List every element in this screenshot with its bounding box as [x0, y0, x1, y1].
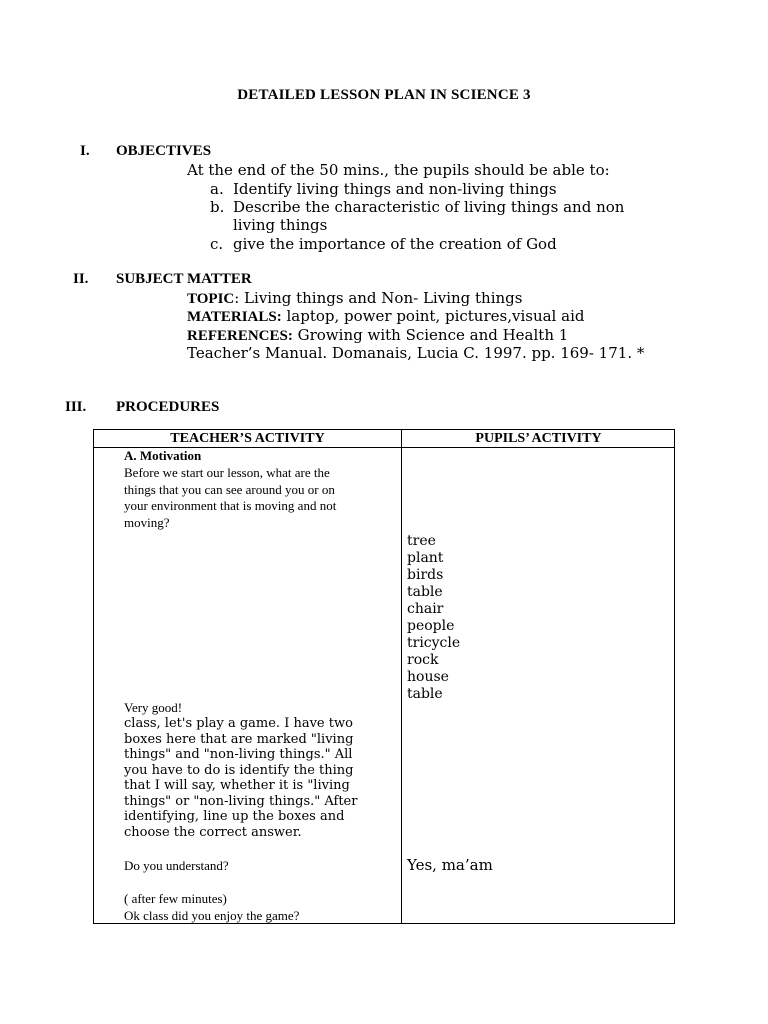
section-number-objectives: I.: [80, 143, 90, 159]
pupil-answer: chair: [407, 601, 444, 617]
pupil-answer: people: [407, 618, 455, 634]
objective-item-b-cont: living things: [233, 216, 328, 234]
game-instruction-line: things" and "non-living things." All: [124, 747, 353, 762]
pupil-understand-answer: Yes, ma’am: [407, 856, 493, 874]
teacher-question-line: your environment that is moving and not: [124, 498, 337, 513]
teacher-question-line: things that you can see around you or on: [124, 482, 335, 497]
objective-marker-b: b.: [210, 198, 225, 216]
objective-marker-c: c.: [210, 235, 224, 253]
objective-item-a: Identify living things and non-living things: [233, 180, 557, 198]
materials-line: [187, 307, 584, 326]
section-number-procedures: III.: [65, 399, 87, 415]
pupil-answer: table: [407, 686, 443, 702]
pupil-answer: tree: [407, 533, 436, 549]
column-header-teacher: TEACHER’S ACTIVITY: [170, 431, 325, 446]
column-header-pupils: PUPILS’ ACTIVITY: [475, 431, 602, 446]
materials-value: laptop, power point, pictures,visual aid: [281, 307, 585, 325]
section-heading-procedures: PROCEDURES: [116, 399, 220, 415]
objective-marker-a: a.: [210, 180, 224, 198]
section-heading-objectives: OBJECTIVES: [116, 143, 212, 159]
topic-value: : Living things and Non- Living things: [234, 289, 523, 307]
teacher-praise: Very good!: [124, 700, 183, 715]
table-column-divider: [401, 430, 402, 923]
teacher-question-line: Before we start our lesson, what are the: [124, 465, 330, 480]
game-instruction-line: identifying, line up the boxes and: [124, 809, 345, 824]
objective-item-b: Describe the characteristic of living things and non: [233, 198, 625, 216]
teacher-after-minutes: ( after few minutes): [124, 891, 227, 906]
section-number-subject-matter: II.: [73, 271, 89, 287]
pupil-answer: rock: [407, 652, 439, 668]
document-title: DETAILED LESSON PLAN IN SCIENCE 3: [237, 87, 531, 103]
pupil-answer: table: [407, 584, 443, 600]
pupil-answer: plant: [407, 550, 444, 566]
references-value: Growing with Science and Health 1: [292, 326, 569, 344]
references-continuation: Teacher’s Manual. Domanais, Lucia C. 1997. pp. 169- 171. *: [187, 344, 645, 362]
references-line: [187, 326, 568, 345]
section-heading-subject-matter: SUBJECT MATTER: [116, 271, 252, 287]
topic-line: [187, 289, 522, 308]
game-instruction-line: that I will say, whether it is "living: [124, 778, 350, 793]
game-instruction-line: class, let's play a game. I have two: [124, 716, 353, 731]
pupil-answer: birds: [407, 567, 444, 583]
materials-label: MATERIALS:: [187, 309, 282, 325]
pupil-answer: house: [407, 669, 449, 685]
objective-item-c: give the importance of the creation of God: [233, 235, 557, 253]
game-instruction-line: choose the correct answer.: [124, 825, 302, 840]
teacher-question-line: moving?: [124, 515, 170, 530]
teacher-enjoy-question: Ok class did you enjoy the game?: [124, 908, 300, 923]
procedures-table: [93, 429, 675, 924]
game-instruction-line: things" or "non-living things." After: [124, 794, 358, 809]
pupil-answer: tricycle: [407, 635, 461, 651]
topic-label: TOPIC: [187, 291, 235, 307]
game-instruction-line: boxes here that are marked "living: [124, 732, 354, 747]
game-instruction-line: you have to do is identify the thing: [124, 763, 354, 778]
teacher-understand-question: Do you understand?: [124, 858, 229, 873]
objectives-intro: At the end of the 50 mins., the pupils should be able to:: [187, 161, 610, 179]
motivation-label: A. Motivation: [124, 448, 202, 463]
references-label: REFERENCES:: [187, 328, 293, 344]
